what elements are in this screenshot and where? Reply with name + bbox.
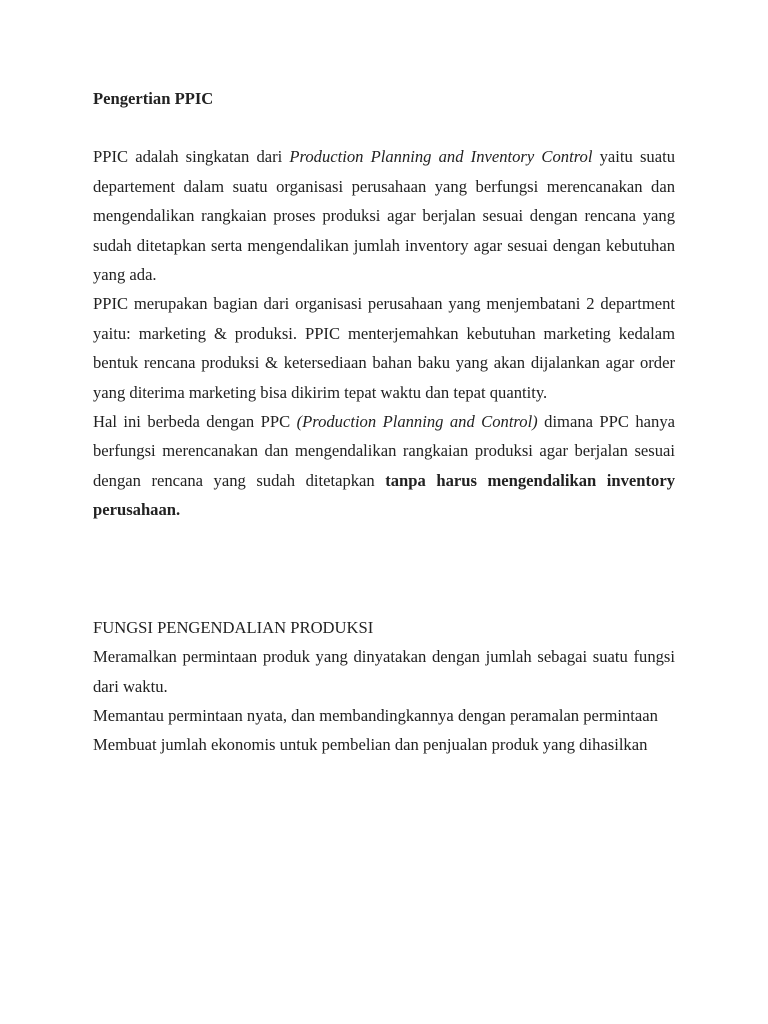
document-page: [93, 84, 675, 760]
emphasis-text: Production Planning and Inventory Control: [289, 147, 593, 167]
paragraph-ppc-difference: [93, 407, 675, 525]
function-item: Memantau permintaan nyata, dan membandingkannya dengan peramalan permintaan: [93, 705, 658, 725]
paragraph-text: yaitu suatu departement dalam suatu organisasi perusahaan yang berfungsi merencanakan dan mengendalikan rangkaian proses produksi agar berjalan sesuai dengan rencana yang sudah ditetapkan serta mengendalikan jumlah inventory agar sesuai dengan kebutuhan yang ada.: [93, 147, 675, 285]
paragraph-ppic-definition: [93, 142, 675, 289]
paragraph-ppic-role: PPIC merupakan bagian dari organisasi perusahaan yang menjembatani 2 department yaitu: marketing & produksi. PPIC menterjemahkan kebutuhan marketing kedalam bentuk rencana produksi & ketersediaan bahan baku yang akan dijalankan agar order yang diterima marketing bisa dikirim tepat waktu dan tepat quantity.: [93, 294, 675, 402]
page-title: Pengertian PPIC: [93, 89, 214, 108]
section-title: FUNGSI PENGENDALIAN PRODUKSI: [93, 617, 374, 637]
section-spacer: [93, 525, 675, 613]
paragraph-text: dimana PPC hanya berfungsi merencanakan dan mengendalikan rangkaian produksi agar berjalan sesuai dengan rencana yang sudah ditetapkan: [93, 412, 675, 490]
paragraph-text: Hal ini berbeda dengan PPC: [93, 412, 297, 432]
emphasis-text: (Production Planning and Control): [296, 412, 538, 432]
paragraph-text: PPIC adalah singkatan dari: [93, 147, 290, 167]
bold-text: tanpa harus mengendalikan inventory perusahaan.: [93, 470, 675, 520]
function-item: Membuat jumlah ekonomis untuk pembelian dan penjualan produk yang dihasilkan: [93, 735, 648, 755]
function-item: Meramalkan permintaan produk yang dinyatakan dengan jumlah sebagai suatu fungsi dari waktu.: [93, 647, 675, 696]
